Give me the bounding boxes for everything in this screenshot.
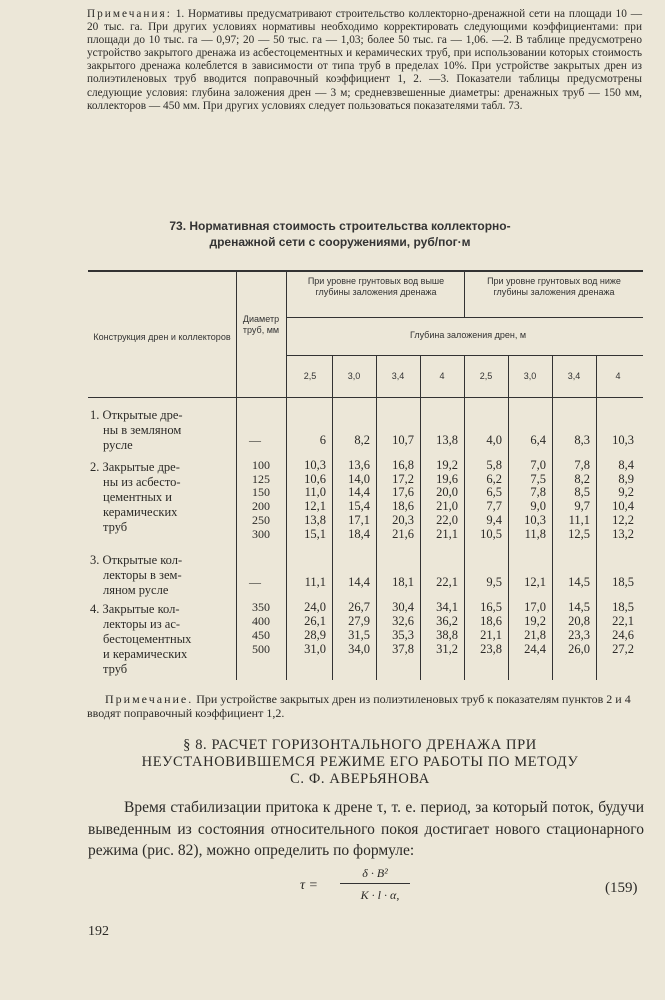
bottom-note-label: Примечание. <box>105 692 194 706</box>
value-cell: 13,8 <box>304 513 326 527</box>
bottom-note <box>87 692 642 720</box>
value-cell: 12,2 <box>612 513 634 527</box>
value-cell: 11,1 <box>568 513 590 527</box>
value-cell: 8,2 <box>574 472 590 486</box>
value-cell: 14,4 <box>348 575 370 589</box>
depth-header-cell: 2,5 <box>303 371 317 381</box>
value-cell: 20,8 <box>568 614 590 628</box>
value-cell: 7,0 <box>530 458 546 472</box>
value-cell: 23,3 <box>568 628 590 642</box>
value-cell: 5,8 <box>486 458 502 472</box>
value-cell: 9,2 <box>618 485 634 499</box>
formula-lhs: τ = <box>300 878 318 893</box>
value-cell: 26,0 <box>568 642 590 656</box>
value-cell: 10,3 <box>304 458 326 472</box>
value-cell: 21,8 <box>524 628 546 642</box>
value-cell: 18,5 <box>612 600 634 614</box>
diameter-cell: 125 <box>252 472 270 486</box>
diameter-cell: 450 <box>252 628 270 642</box>
diameter-cell: 500 <box>252 642 270 656</box>
value-cell: 16,8 <box>392 458 414 472</box>
value-cell: 14,4 <box>348 485 370 499</box>
value-cell: 24,6 <box>612 628 634 642</box>
section-heading <box>90 737 630 788</box>
body-paragraph-text: Время стабилизации притока к дрене τ, т. е. период, за который поток, будучи выведенным из состояния относительного покоя достигает нового стационарного режима (рис. 82), можно определить по формуле: <box>88 799 644 859</box>
value-cell: 34,0 <box>348 642 370 656</box>
value-cell: 7,8 <box>574 458 590 472</box>
equation-number: (159) <box>605 880 638 896</box>
formula-159 <box>300 866 420 916</box>
table-title-line-2: дренажной сети с сооружениями, руб/пог·м <box>209 235 471 249</box>
value-cell: 8,5 <box>574 485 590 499</box>
value-cell: 14,0 <box>348 472 370 486</box>
value-cell: 15,4 <box>348 499 370 513</box>
section-label: 1. Открытые дре- ны в земляном русле <box>90 408 183 452</box>
notes-text: 1. Нормативы предусматривают строительство коллекторно-дренажной сети на площади 10 — 20 тыс. га. При других условиях нормативы необходимо корректировать следующими коэффициентами: при площади до 10 тыс. га — 0,97; 20 — 50 тыс. га — 1,03; более 50 тыс. га — 1,06. —2. В таблице предусмотрено устройство закрытого дренажа из асбестоцементных и керамических труб, при использовании которых стоимость закрытого дренажа колеблется в зависимости от типа труб в пределах 10%. При устройстве закрытых дрен из полиэтиленовых труб вводится поправочный коэффициент 1, 2. —3. Показатели таблицы предусмотрены следующие условия: глубина заложения дрен — 3 м; средневзвешенные диаметры: дренажных труб — 150 мм, коллекторов — 450 мм. При других условиях следует пользоваться показателями табл. 73. <box>87 8 642 112</box>
value-cell: 15,1 <box>304 527 326 541</box>
value-cell: 14,5 <box>568 600 590 614</box>
value-cell: 26,1 <box>304 614 326 628</box>
formula-denominator: K · l · α, <box>360 888 400 902</box>
header-group-above: При уровне грунтовых вод выше глубины заложения дренажа <box>307 276 445 297</box>
value-cell: 31,2 <box>436 642 458 656</box>
value-cell: 21,6 <box>392 527 414 541</box>
value-cell: 18,6 <box>392 499 414 513</box>
value-cell: 9,4 <box>486 513 502 527</box>
value-cell: 12,1 <box>524 575 546 589</box>
diameter-cell: 250 <box>252 513 270 527</box>
value-cell: 11,8 <box>524 527 546 541</box>
value-cell: 9,7 <box>574 499 590 513</box>
value-cell: 21,1 <box>480 628 502 642</box>
page-number: 192 <box>88 924 109 939</box>
diameter-cell: 400 <box>252 614 270 628</box>
value-cell: 32,6 <box>392 614 414 628</box>
depth-header-cell: 3,0 <box>347 371 361 381</box>
value-cell: 22,1 <box>436 575 458 589</box>
value-cell: 19,2 <box>436 458 458 472</box>
value-cell: 19,2 <box>524 614 546 628</box>
diameter-cell: 200 <box>252 499 270 513</box>
value-cell: 24,4 <box>524 642 546 656</box>
value-cell: 9,0 <box>530 499 546 513</box>
section-label: 2. Закрытые дре- ны из асбесто- цементных и керамических труб <box>90 460 181 534</box>
cost-table <box>88 270 643 680</box>
value-cell: 30,4 <box>392 600 414 614</box>
value-cell: 7,7 <box>486 499 502 513</box>
value-cell: 7,5 <box>530 472 546 486</box>
value-cell: 11,0 <box>304 485 326 499</box>
value-cell: 28,9 <box>304 628 326 642</box>
formula-numerator: δ · B² <box>362 866 388 880</box>
depth-header-cell: 3,4 <box>567 371 581 381</box>
value-cell: 6,2 <box>486 472 502 486</box>
section-label: 3. Открытые кол- лекторы в зем- ляном русле <box>90 553 183 597</box>
value-cell: 10,3 <box>612 433 634 447</box>
value-cell: 17,2 <box>392 472 414 486</box>
diameter-cell: 300 <box>252 527 270 541</box>
value-cell: 24,0 <box>304 600 326 614</box>
value-cell: 37,8 <box>392 642 414 656</box>
value-cell: 7,8 <box>530 485 546 499</box>
value-cell: 17,0 <box>524 600 546 614</box>
value-cell: 13,8 <box>436 433 458 447</box>
diameter-cell: 100 <box>252 458 270 472</box>
value-cell: 12,1 <box>304 499 326 513</box>
value-cell: 4,0 <box>486 433 502 447</box>
section-heading-line-3: С. Ф. АВЕРЬЯНОВА <box>290 771 430 787</box>
value-cell: 31,5 <box>348 628 370 642</box>
value-cell: 10,5 <box>480 527 502 541</box>
value-cell: 10,6 <box>304 472 326 486</box>
section-heading-line-1: § 8. РАСЧЕТ ГОРИЗОНТАЛЬНОГО ДРЕНАЖА ПРИ <box>183 737 537 753</box>
value-cell: 23,8 <box>480 642 502 656</box>
header-construction: Конструкция дрен и коллекторов <box>93 332 231 342</box>
top-notes <box>87 8 642 113</box>
table-title-line-1: 73. Нормативная стоимость строительства коллекторно- <box>169 219 511 233</box>
section-heading-line-2: НЕУСТАНОВИВШЕМСЯ РЕЖИМЕ ЕГО РАБОТЫ ПО МЕТОДУ <box>141 754 579 770</box>
value-cell: 18,6 <box>480 614 502 628</box>
section-label: 4. Закрытые кол- лекторы из ас- бестоцементных и керамических труб <box>90 602 192 676</box>
value-cell: 10,3 <box>524 513 546 527</box>
value-cell: 8,9 <box>618 472 634 486</box>
value-cell: 8,4 <box>618 458 634 472</box>
value-cell: 35,3 <box>392 628 414 642</box>
value-cell: 18,4 <box>348 527 370 541</box>
value-cell: 20,3 <box>392 513 414 527</box>
value-cell: 18,1 <box>392 575 414 589</box>
value-cell: 8,3 <box>574 433 590 447</box>
value-cell: 17,1 <box>348 513 370 527</box>
value-cell: 31,0 <box>304 642 326 656</box>
value-cell: 6,4 <box>530 433 546 447</box>
header-depth: Глубина заложения дрен, м <box>409 330 527 340</box>
diameter-cell: — <box>249 575 261 589</box>
value-cell: 34,1 <box>436 600 458 614</box>
depth-header-cell: 4 <box>439 371 445 381</box>
value-cell: 38,8 <box>436 628 458 642</box>
header-diameter: Диаметр труб, мм <box>242 314 280 335</box>
header-group-below: При уровне грунтовых вод ниже глубины заложения дренажа <box>487 276 621 297</box>
bottom-note-text: При устройстве закрытых дрен из полиэтиленовых труб к показателям пунктов 2 и 4 вводят поправочный коэффициент 1,2. <box>87 692 631 720</box>
table-title <box>100 218 580 250</box>
value-cell: 9,5 <box>486 575 502 589</box>
value-cell: 12,5 <box>568 527 590 541</box>
value-cell: 26,7 <box>348 600 370 614</box>
value-cell: 6 <box>319 433 326 447</box>
value-cell: 21,1 <box>436 527 458 541</box>
diameter-cell: 350 <box>252 600 270 614</box>
body-paragraph <box>88 797 644 862</box>
depth-header-cell: 4 <box>615 371 621 381</box>
value-cell: 19,6 <box>436 472 458 486</box>
diameter-cell: 150 <box>252 485 270 499</box>
value-cell: 27,9 <box>348 614 370 628</box>
value-cell: 10,7 <box>392 433 414 447</box>
value-cell: 14,5 <box>568 575 590 589</box>
value-cell: 18,5 <box>612 575 634 589</box>
value-cell: 36,2 <box>436 614 458 628</box>
diameter-cell: — <box>249 433 261 447</box>
value-cell: 21,0 <box>436 499 458 513</box>
depth-header-cell: 3,4 <box>391 371 405 381</box>
value-cell: 13,2 <box>612 527 634 541</box>
value-cell: 22,1 <box>612 614 634 628</box>
depth-header-cell: 2,5 <box>479 371 493 381</box>
value-cell: 20,0 <box>436 485 458 499</box>
value-cell: 8,2 <box>354 433 370 447</box>
value-cell: 10,4 <box>612 499 634 513</box>
depth-header-cell: 3,0 <box>523 371 537 381</box>
value-cell: 13,6 <box>348 458 370 472</box>
value-cell: 27,2 <box>612 642 634 656</box>
value-cell: 16,5 <box>480 600 502 614</box>
fraction-bar <box>340 883 410 884</box>
value-cell: 22,0 <box>436 513 458 527</box>
value-cell: 6,5 <box>486 485 502 499</box>
notes-label: Примечания: <box>87 8 172 20</box>
value-cell: 11,1 <box>304 575 326 589</box>
value-cell: 17,6 <box>392 485 414 499</box>
